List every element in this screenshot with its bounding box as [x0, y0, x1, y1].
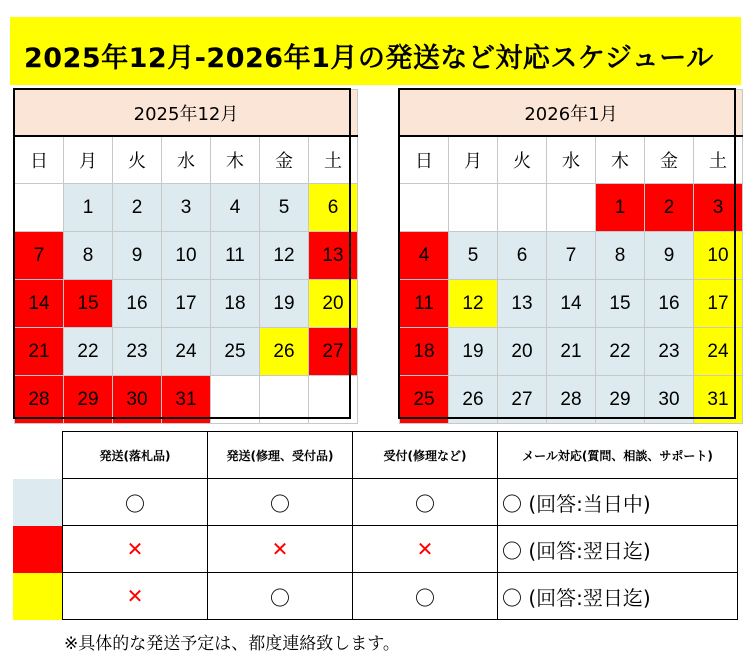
legend-swatch-red	[13, 526, 63, 573]
calendar-day-red: 14	[15, 280, 64, 328]
legend-header: 受付(修理など)	[353, 432, 498, 479]
legend-mark: ✕	[63, 526, 208, 573]
calendar-day-blue: 14	[547, 280, 596, 328]
calendar-day-yellow: 31	[694, 376, 743, 424]
calendar-day-blue: 21	[547, 328, 596, 376]
calendar-day-blue: 16	[645, 280, 694, 328]
calendar-week-row	[400, 184, 743, 232]
legend-mark: ✕	[63, 573, 208, 620]
calendar-day-red: 30	[113, 376, 162, 424]
calendar-month-title: 2025年12月	[15, 90, 358, 137]
calendar-day-blue: 19	[449, 328, 498, 376]
calendar-day-blue: 15	[596, 280, 645, 328]
calendar-week-row	[15, 280, 358, 328]
calendar-day-yellow: 6	[309, 184, 358, 232]
calendar-day-blue: 8	[64, 232, 113, 280]
calendar-day-blue: 5	[449, 232, 498, 280]
calendar-january-2026	[399, 89, 743, 424]
calendar-day-blue: 10	[162, 232, 211, 280]
calendar-day-blue: 29	[596, 376, 645, 424]
weekday-label: 金	[645, 136, 694, 184]
calendar-day-blue: 22	[596, 328, 645, 376]
calendar-day-red: 11	[400, 280, 449, 328]
weekday-label: 火	[498, 136, 547, 184]
weekday-label: 水	[547, 136, 596, 184]
calendar-day-yellow: 26	[260, 328, 309, 376]
calendar-week-row	[15, 184, 358, 232]
legend-mark: 〇	[208, 573, 353, 620]
calendar-day-red: 27	[309, 328, 358, 376]
calendar-week-row	[15, 328, 358, 376]
legend-table	[13, 431, 738, 620]
calendar-empty-cell	[15, 184, 64, 232]
calendar-week-row	[15, 376, 358, 424]
calendar-empty-cell	[449, 184, 498, 232]
calendar-day-red: 4	[400, 232, 449, 280]
calendar-day-red: 15	[64, 280, 113, 328]
calendar-day-blue: 3	[162, 184, 211, 232]
calendar-day-blue: 9	[645, 232, 694, 280]
legend-mark: ✕	[208, 526, 353, 573]
calendar-day-blue: 27	[498, 376, 547, 424]
calendar-day-blue: 9	[113, 232, 162, 280]
calendar-december-2025	[14, 89, 358, 424]
legend-email-response: 〇 (回答:翌日迄)	[498, 573, 738, 620]
legend-header: 発送(修理、受付品)	[208, 432, 353, 479]
footnote: ※具体的な発送予定は、都度連絡致します。	[64, 634, 400, 654]
weekday-label: 土	[694, 136, 743, 184]
calendar-empty-cell	[260, 376, 309, 424]
calendar-day-blue: 13	[498, 280, 547, 328]
legend-header: 発送(落札品)	[63, 432, 208, 479]
legend-swatch-yellow	[13, 573, 63, 620]
weekday-label: 金	[260, 136, 309, 184]
calendar-day-blue: 4	[211, 184, 260, 232]
legend-swatch-blue	[13, 479, 63, 526]
calendar-empty-cell	[400, 184, 449, 232]
weekday-label: 火	[113, 136, 162, 184]
calendar-week-row	[400, 328, 743, 376]
weekday-label: 日	[15, 136, 64, 184]
page-title: 2025年12月-2026年1月の発送など対応スケジュール	[24, 43, 714, 74]
calendar-day-red: 13	[309, 232, 358, 280]
calendar-day-blue: 5	[260, 184, 309, 232]
legend-header: メール対応(質問、相談、サポート)	[498, 432, 738, 479]
calendar-week-row	[400, 376, 743, 424]
calendar-empty-cell	[498, 184, 547, 232]
weekday-label: 水	[162, 136, 211, 184]
calendar-day-blue: 7	[547, 232, 596, 280]
calendar-day-red: 2	[645, 184, 694, 232]
calendar-day-yellow: 17	[694, 280, 743, 328]
calendar-day-red: 1	[596, 184, 645, 232]
calendar-week-row	[400, 232, 743, 280]
legend-corner	[13, 432, 63, 479]
calendar-empty-cell	[547, 184, 596, 232]
legend-mark: ✕	[353, 526, 498, 573]
legend-mark: 〇	[208, 479, 353, 526]
calendar-day-yellow: 24	[694, 328, 743, 376]
weekday-label: 土	[309, 136, 358, 184]
calendar-empty-cell	[309, 376, 358, 424]
calendar-day-blue: 18	[211, 280, 260, 328]
calendar-day-blue: 30	[645, 376, 694, 424]
calendar-day-red: 29	[64, 376, 113, 424]
calendar-day-blue: 23	[113, 328, 162, 376]
legend-mark: 〇	[353, 479, 498, 526]
calendar-day-blue: 28	[547, 376, 596, 424]
calendar-day-red: 7	[15, 232, 64, 280]
calendar-day-red: 28	[15, 376, 64, 424]
weekday-label: 木	[596, 136, 645, 184]
calendar-day-yellow: 10	[694, 232, 743, 280]
weekday-label: 木	[211, 136, 260, 184]
calendar-day-blue: 8	[596, 232, 645, 280]
calendar-day-yellow: 12	[449, 280, 498, 328]
calendar-empty-cell	[211, 376, 260, 424]
calendar-day-red: 21	[15, 328, 64, 376]
calendar-day-blue: 20	[498, 328, 547, 376]
calendar-day-blue: 17	[162, 280, 211, 328]
calendar-day-blue: 2	[113, 184, 162, 232]
calendar-month-title: 2026年1月	[400, 90, 743, 137]
calendar-day-blue: 22	[64, 328, 113, 376]
legend-mark: 〇	[353, 573, 498, 620]
calendar-day-blue: 16	[113, 280, 162, 328]
calendar-day-blue: 19	[260, 280, 309, 328]
calendar-day-red: 3	[694, 184, 743, 232]
legend-email-response: 〇 (回答:当日中)	[498, 479, 738, 526]
calendar-day-blue: 11	[211, 232, 260, 280]
calendar-day-blue: 25	[211, 328, 260, 376]
calendar-day-blue: 26	[449, 376, 498, 424]
calendar-day-red: 18	[400, 328, 449, 376]
title-banner	[10, 17, 741, 85]
calendar-day-blue: 24	[162, 328, 211, 376]
calendar-day-blue: 1	[64, 184, 113, 232]
calendar-day-blue: 6	[498, 232, 547, 280]
calendar-day-blue: 12	[260, 232, 309, 280]
calendar-day-blue: 23	[645, 328, 694, 376]
legend-mark: 〇	[63, 479, 208, 526]
legend-email-response: 〇 (回答:翌日迄)	[498, 526, 738, 573]
calendar-day-red: 25	[400, 376, 449, 424]
weekday-label: 月	[64, 136, 113, 184]
calendar-week-row	[400, 280, 743, 328]
calendar-day-red: 31	[162, 376, 211, 424]
weekday-label: 日	[400, 136, 449, 184]
calendar-day-yellow: 20	[309, 280, 358, 328]
weekday-label: 月	[449, 136, 498, 184]
calendar-week-row	[15, 232, 358, 280]
